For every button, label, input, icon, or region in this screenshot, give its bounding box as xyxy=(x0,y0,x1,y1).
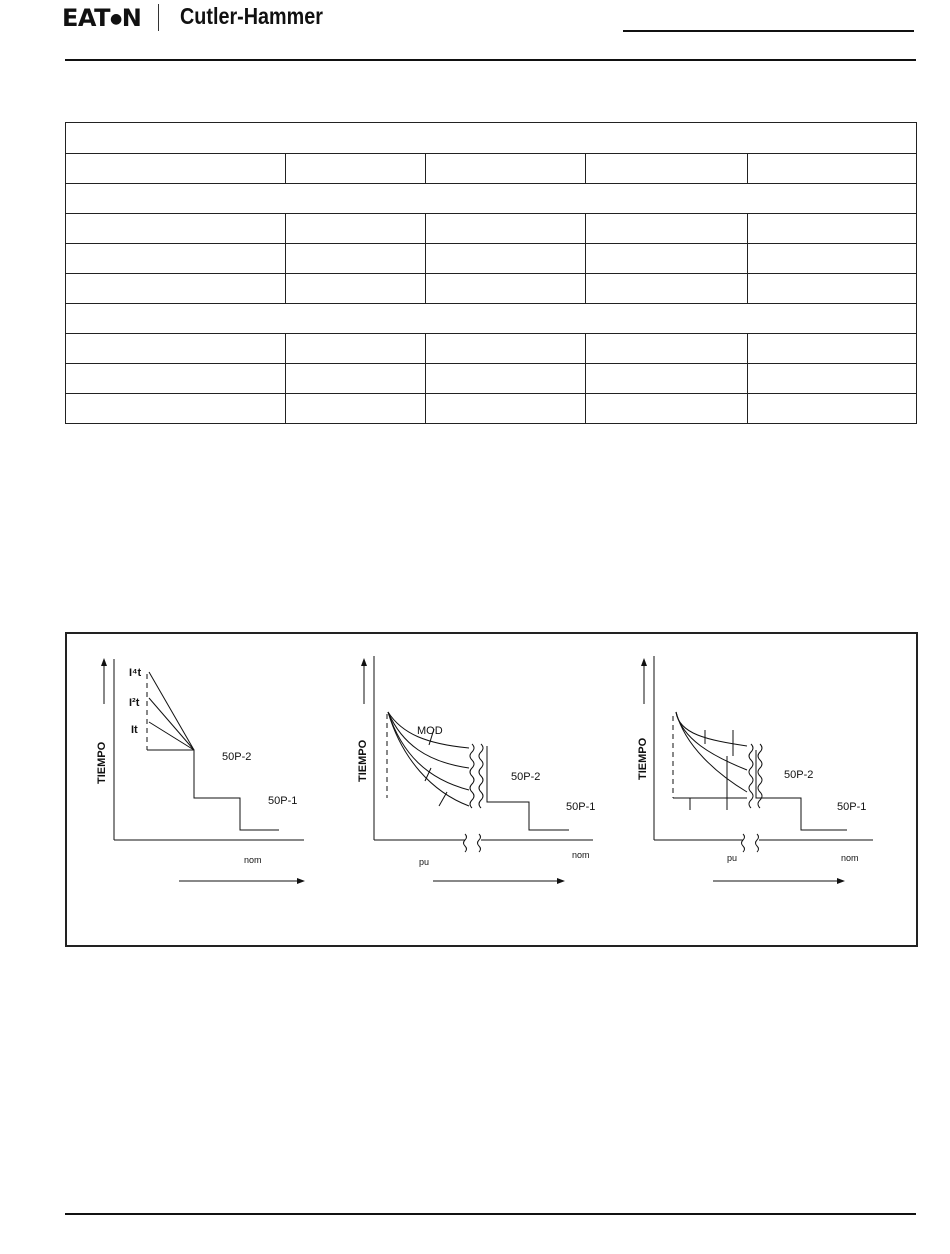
panel-2-label-50p1: 50P-1 xyxy=(566,801,596,813)
page-header xyxy=(0,0,950,64)
table-row xyxy=(66,274,917,304)
table-title-row xyxy=(66,123,917,154)
table-row xyxy=(66,214,917,244)
panel-1-x-tick-nom: nom xyxy=(244,855,262,865)
cutler-hammer-logo: Cutler-Hammer xyxy=(180,3,323,29)
table-row xyxy=(66,334,917,364)
time-current-curves-figure xyxy=(65,632,918,947)
panel-3-x-tick-nom: nom xyxy=(841,853,859,863)
panel-1 xyxy=(101,658,305,884)
table-section-row xyxy=(66,184,917,214)
header-rule xyxy=(65,59,916,61)
panel-1-curve-label-it: It xyxy=(131,724,138,736)
panel-2-label-50p2: 50P-2 xyxy=(511,771,541,783)
curves-drawing xyxy=(67,634,916,945)
table-section-row xyxy=(66,304,917,334)
panel-3 xyxy=(641,656,873,884)
panel-2 xyxy=(361,656,596,884)
logo-separator xyxy=(158,4,159,31)
panel-1-label-50p1: 50P-1 xyxy=(268,795,298,807)
panel-2-x-tick-pu: pu xyxy=(419,857,430,867)
header-rule-short xyxy=(623,30,914,32)
panel-1-label-50p2: 50P-2 xyxy=(222,751,252,763)
footer-rule xyxy=(65,1213,916,1215)
panel-3-x-tick-pu: pu xyxy=(727,853,738,863)
panel-3-label-50p2: 50P-2 xyxy=(784,769,814,781)
panel-2-ylabel: TIEMPO xyxy=(357,739,369,782)
settings-table xyxy=(65,122,917,424)
table-header-row xyxy=(66,154,917,184)
panel-1-ylabel: TIEMPO xyxy=(96,741,108,784)
panel-1-curve-label-i2t: I²t xyxy=(129,697,140,709)
panel-2-curve-label-mod: MOD xyxy=(417,725,443,737)
panel-2-x-tick-nom: nom xyxy=(572,850,590,860)
table-row xyxy=(66,394,917,424)
panel-3-label-50p1: 50P-1 xyxy=(837,801,867,813)
panel-3-ylabel: TIEMPO xyxy=(637,737,649,780)
eaton-logo: EAT●N xyxy=(62,4,142,32)
table-row xyxy=(66,364,917,394)
panel-1-curve-label-i4t: I⁴t xyxy=(129,667,142,679)
table-row xyxy=(66,244,917,274)
